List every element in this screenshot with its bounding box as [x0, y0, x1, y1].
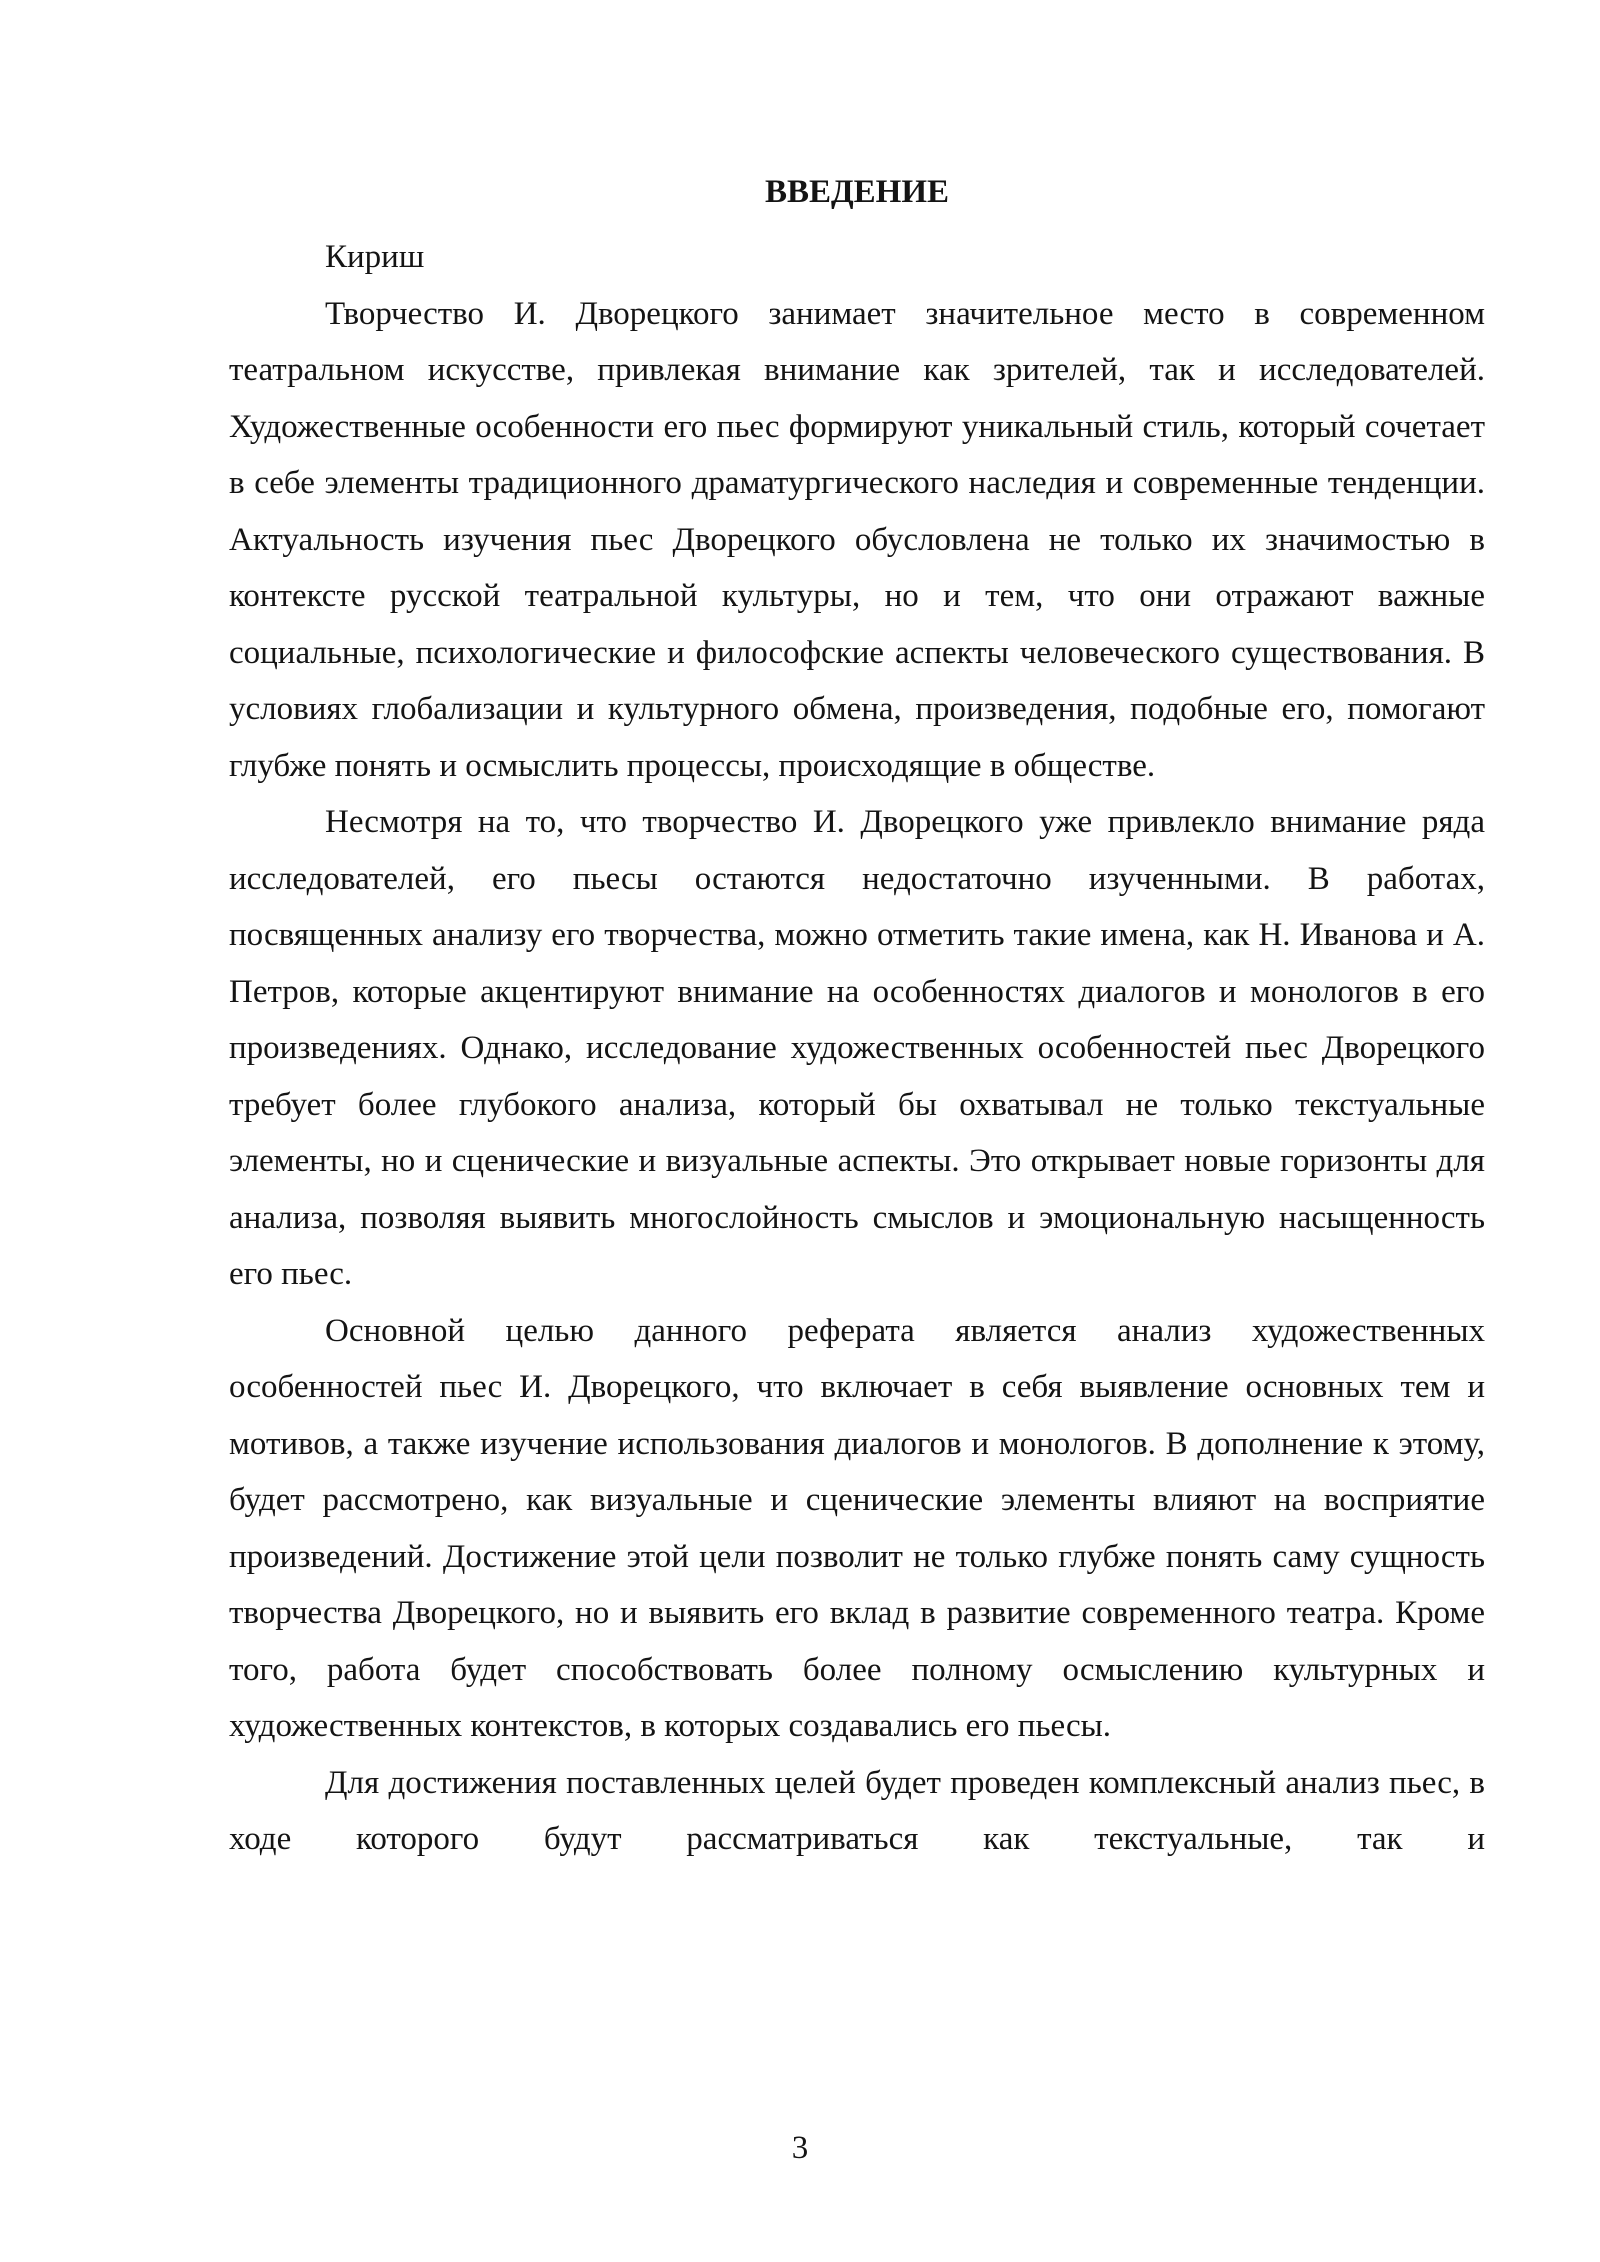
- page-body: [229, 164, 1485, 1868]
- paragraph-2: Несмотря на то, что творчество И. Дворецкого уже привлекло внимание ряда исследователей, его пьесы остаются недостаточно изученными. В работах, посвященных анализу его творчества, можно отметить такие имена, как Н. Иванова и А. Петров, которые акцентируют внимание на особенностях диалогов и монологов в его произведениях. Однако, исследование художественных особенностей пьес Дворецкого требует более глубокого анализа, который бы охватывал не только текстуальные элементы, но и сценические и визуальные аспекты. Это открывает новые горизонты для анализа, позволяя выявить многослойность смыслов и эмоциональную насыщенность его пьес.: [229, 804, 1485, 1292]
- section-heading: ВВЕДЕНИЕ: [764, 174, 950, 210]
- paragraph-3: Основной целью данного реферата является анализ художественных особенностей пьес И. Дворецкого, что включает в себя выявление основных тем и мотивов, а также изучение использования диалогов и монологов. В дополнение к этому, будет рассмотрено, как визуальные и сценические элементы влияют на восприятие произведений. Достижение этой цели позволит не только глубже понять саму сущность творчества Дворецкого, но и выявить его вклад в развитие современного театра. Кроме того, работа будет способствовать более полному осмыслению культурных и художественных контекстов, в которых создавались его пьесы.: [229, 1312, 1485, 1744]
- paragraph-4: Для достижения поставленных целей будет проведен комплексный анализ пьес, в ходе которого будут рассматриваться как текстуальные, так и: [229, 1764, 1485, 1857]
- page-number: 3: [791, 2130, 809, 2166]
- section-label: Кириш: [325, 239, 425, 275]
- paragraph-1: Творчество И. Дворецкого занимает значительное место в современном театральном искусстве, привлекая внимание как зрителей, так и исследователей. Художественные особенности его пьес формируют уникальный стиль, который сочетает в себе элементы традиционного драматургического наследия и современные тенденции. Актуальность изучения пьес Дворецкого обусловлена не только их значимостью в контексте русской театральной культуры, но и тем, что они отражают важные социальные, психологические и философские аспекты человеческого существования. В условиях глобализации и культурного обмена, произведения, подобные его, помогают глубже понять и осмыслить процессы, происходящие в обществе.: [229, 295, 1485, 784]
